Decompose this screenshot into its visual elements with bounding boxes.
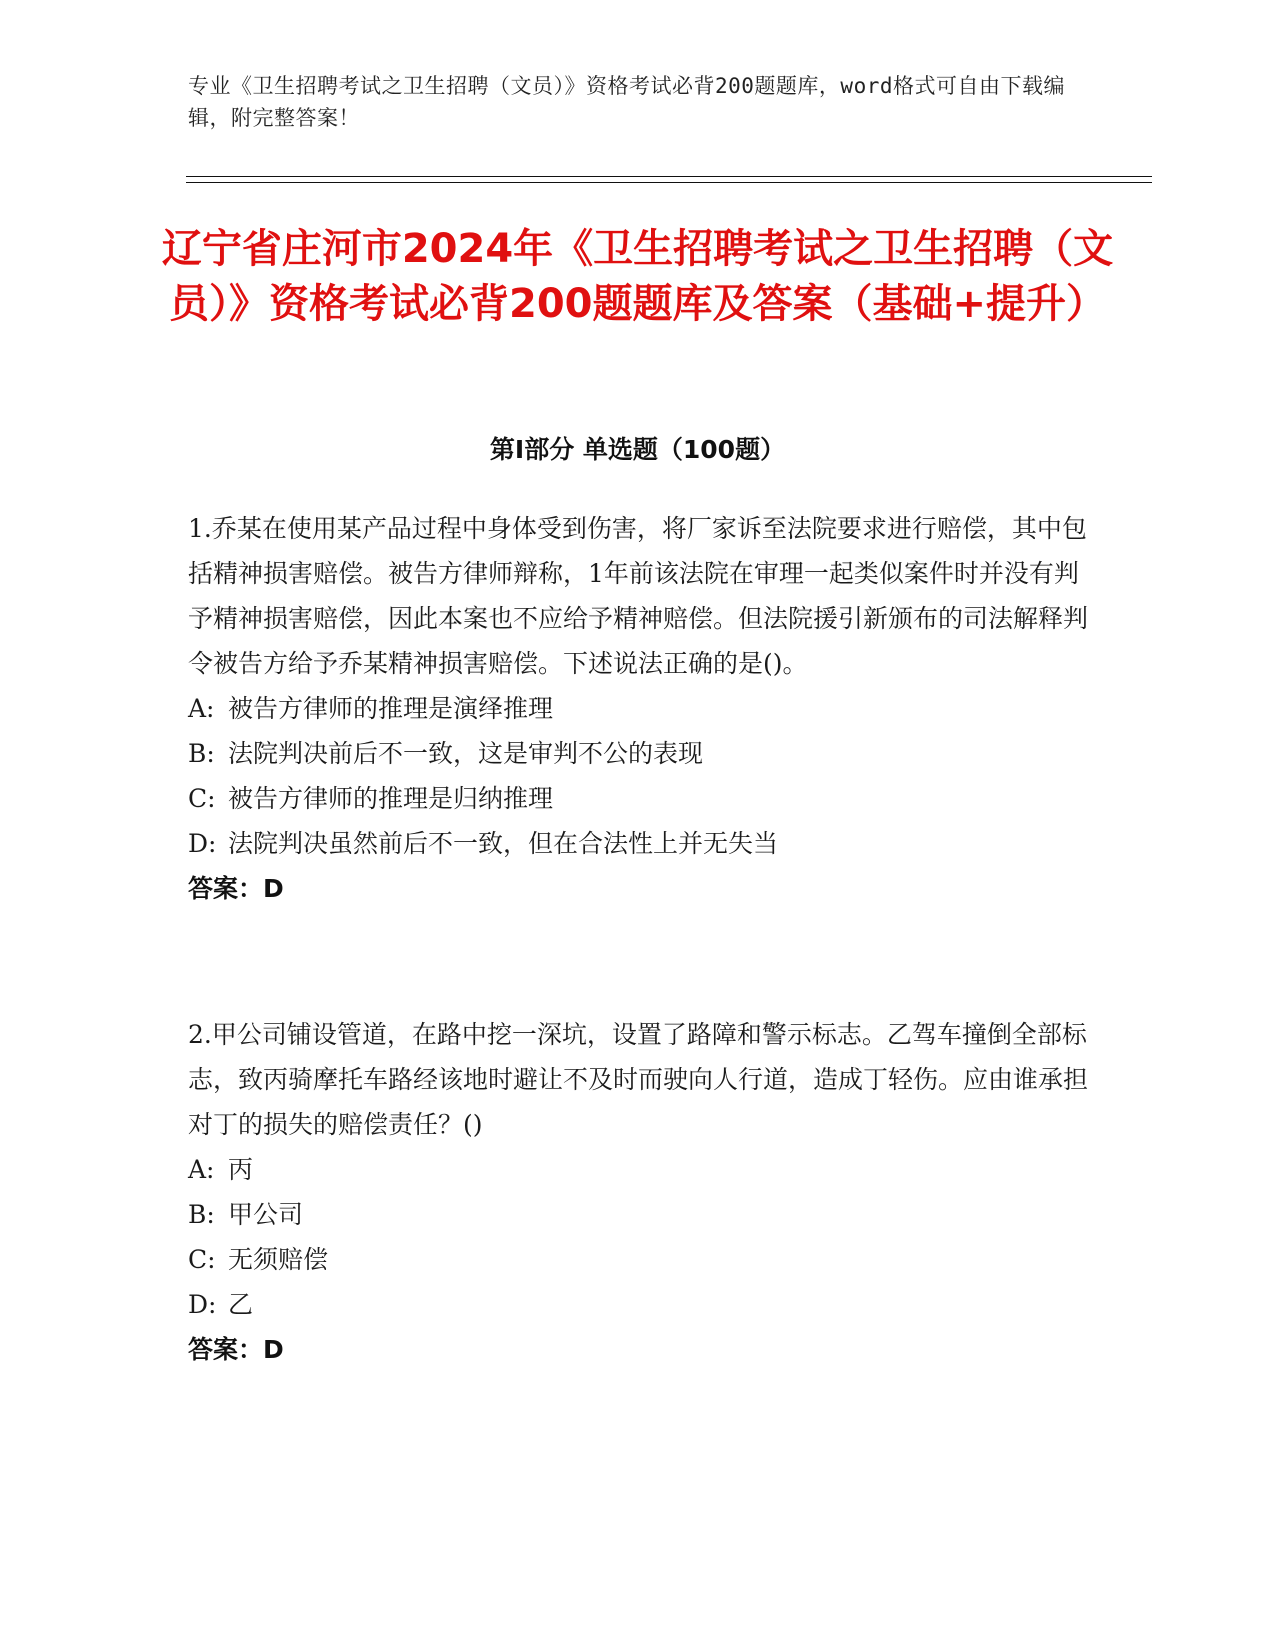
option-c <box>188 776 1088 821</box>
option-text: 法院判决虽然前后不一致，但在合法性上并无失当 <box>228 829 779 858</box>
option-text: 无须赔偿 <box>228 1245 329 1274</box>
option-letter: B: <box>188 739 215 768</box>
option-letter: C: <box>188 784 216 813</box>
option-d <box>188 1282 1088 1327</box>
option-d <box>188 821 1088 866</box>
question-stem: 2.甲公司铺设管道，在路中挖一深坑，设置了路障和警示标志。乙驾车撞倒全部标志，致丙骑摩托车路经该地时避让不及时而驶向人行道，造成丁轻伤。应由谁承担对丁的损失的赔偿责任？() <box>188 1020 1089 1139</box>
option-c <box>188 1237 1088 1282</box>
option-letter: C: <box>188 1245 216 1274</box>
header-divider-bottom <box>186 182 1152 183</box>
option-letter: D: <box>188 829 217 858</box>
question-1 <box>188 506 1088 911</box>
option-letter: D: <box>188 1290 217 1319</box>
option-b <box>188 1192 1088 1237</box>
option-text: 被告方律师的推理是归纳推理 <box>228 784 554 813</box>
question-stem: 1.乔某在使用某产品过程中身体受到伤害，将厂家诉至法院要求进行赔偿，其中包括精神损害赔偿。被告方律师辩称，1年前该法院在审理一起类似案件时并没有判予精神损害赔偿，因此本案也不应给予精神赔偿。但法院援引新颁布的司法解释判令被告方给予乔某精神损害赔偿。下述说法正确的是()。 <box>188 514 1089 678</box>
option-b <box>188 731 1088 776</box>
option-text: 法院判决前后不一致，这是审判不公的表现 <box>228 739 704 768</box>
section-title: 第I部分 单选题（100题） <box>489 435 786 464</box>
option-text: 乙 <box>228 1290 254 1319</box>
option-text: 甲公司 <box>228 1200 304 1229</box>
document-title: 辽宁省庄河市2024年《卫生招聘考试之卫生招聘（文员）》资格考试必背200题题库及答案（基础+提升） <box>161 226 1114 327</box>
option-letter: A: <box>188 1155 215 1184</box>
option-a <box>188 686 1088 731</box>
option-text: 丙 <box>228 1155 254 1184</box>
answer: 答案：D <box>188 1335 284 1364</box>
option-a <box>188 1147 1088 1192</box>
answer: 答案：D <box>188 874 284 903</box>
header-divider-top <box>186 176 1152 177</box>
header-note: 专业《卫生招聘考试之卫生招聘（文员）》资格考试必背200题题库，word格式可自由下载编辑，附完整答案！ <box>188 74 1065 130</box>
option-letter: A: <box>188 694 215 723</box>
question-2 <box>188 1012 1088 1372</box>
option-letter: B: <box>188 1200 215 1229</box>
option-text: 被告方律师的推理是演绎推理 <box>228 694 554 723</box>
